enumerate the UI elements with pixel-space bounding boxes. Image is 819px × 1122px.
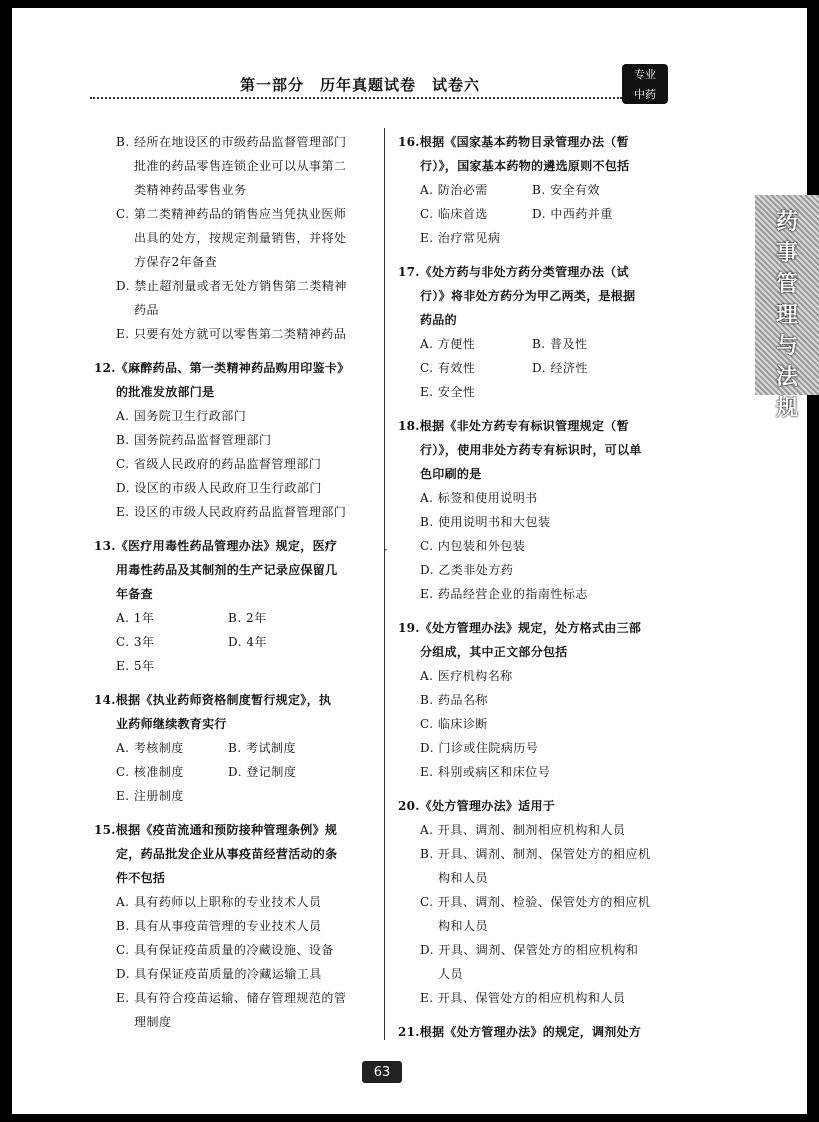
- option-text: 具有保证疫苗质量的冷藏设施、设备: [133, 943, 334, 957]
- option-c-line-3: 方保存2年备查: [134, 255, 218, 269]
- option-e: E. 药品经营企业的指南性标志: [420, 587, 588, 601]
- stem-line: 件不包括: [116, 871, 166, 885]
- column-divider: [384, 128, 385, 1040]
- question-stem: [398, 794, 678, 818]
- question-number: 17.: [398, 265, 420, 279]
- option-b: B. 国务院药品监督管理部门: [116, 433, 272, 447]
- question-13: [94, 534, 376, 678]
- option-b: [398, 842, 678, 866]
- question-number: 13.: [94, 539, 116, 553]
- option-c: [94, 202, 376, 226]
- option-text: 开具、调剂、制剂相应机构和人员: [437, 823, 626, 837]
- option-text: 开具、调剂、制剂、保管处方的相应机: [437, 847, 651, 861]
- stem-line: 根据《国家基本药物目录管理办法（暂: [419, 135, 629, 149]
- stem-line: 《麻醉药品、第一类精神药品购用印鉴卡》: [115, 361, 350, 375]
- stem-line: 《处方管理办法》适用于: [419, 799, 556, 813]
- option-a: A. 医疗机构名称: [420, 669, 513, 683]
- option-b: B. 安全有效: [532, 183, 600, 197]
- option-label: B.: [420, 847, 434, 861]
- option-e-line-2: 理制度: [134, 1015, 172, 1029]
- option-e: E. 科别或病区和床位号: [420, 765, 551, 779]
- option-d: [398, 938, 678, 962]
- option-a: A. 国务院卫生行政部门: [116, 409, 247, 423]
- option-text: 具有符合疫苗运输、储存管理规范的管: [133, 991, 347, 1005]
- option-b: B. 2年: [228, 611, 267, 625]
- option-text: 第二类精神药品的销售应当凭执业医师: [133, 207, 347, 221]
- option-c: [398, 890, 678, 914]
- option-a: A. 考核制度: [116, 741, 184, 755]
- stem-line: 《医疗用毒性药品管理办法》规定，医疗: [115, 539, 338, 553]
- option-d: D. 经济性: [532, 361, 588, 375]
- question-16: [398, 130, 678, 250]
- option-row: [398, 356, 678, 380]
- side-tab-char: 理: [775, 303, 798, 328]
- question-number: 14.: [94, 693, 116, 707]
- question-17: [398, 260, 678, 404]
- stem-line: 根据《非处方药专有标识管理规定（暂: [419, 419, 629, 433]
- question-21: [398, 1020, 678, 1044]
- option-row: [398, 202, 678, 226]
- option-label: A.: [420, 823, 434, 837]
- chapter-side-tab: [755, 195, 819, 421]
- option-label: B.: [116, 919, 130, 933]
- option-label: D.: [116, 967, 131, 981]
- option-label: C.: [420, 895, 434, 909]
- option-b: B. 普及性: [532, 337, 588, 351]
- stem-line: 的批准发放部门是: [116, 385, 215, 399]
- option-a: A. 方便性: [420, 337, 476, 351]
- option-b: B. 使用说明书和大包装: [420, 515, 551, 529]
- option-e: [398, 986, 678, 1010]
- question-18: [398, 414, 678, 606]
- option-text: 具有从事疫苗管理的专业技术人员: [133, 919, 322, 933]
- option-c: C. 临床首选: [420, 207, 488, 221]
- option-c: C. 3年: [116, 635, 155, 649]
- option-row: [398, 332, 678, 356]
- option-e: [94, 322, 376, 346]
- option-d: D. 中西药并重: [532, 207, 613, 221]
- side-tab-char: 管: [775, 272, 798, 297]
- question-stem: [94, 356, 376, 380]
- question-14: [94, 688, 376, 808]
- question-stem: [94, 688, 376, 712]
- option-text: 具有药师以上职称的专业技术人员: [133, 895, 322, 909]
- question-12: [94, 356, 376, 524]
- logo-line-1: 专业: [634, 67, 656, 81]
- stem-line: 年备查: [116, 587, 153, 601]
- option-c-line-2: 构和人员: [438, 919, 489, 933]
- option-b: B. 药品名称: [420, 693, 488, 707]
- stem-line: 药品的: [420, 313, 457, 327]
- question-15: [94, 818, 376, 1034]
- option-e: E. 治疗常见病: [420, 231, 501, 245]
- page-header-title: 第一部分 历年真题试卷 试卷六: [239, 76, 480, 94]
- option-b-line-2: 构和人员: [438, 871, 489, 885]
- option-b: [94, 914, 376, 938]
- option-row: [94, 736, 376, 760]
- option-label: E.: [420, 991, 434, 1005]
- stem-line: 《处方管理办法》规定，处方格式由三部: [419, 621, 642, 635]
- option-c: C. 核准制度: [116, 765, 184, 779]
- option-c: C. 有效性: [420, 361, 476, 375]
- question-number: 15.: [94, 823, 116, 837]
- question-stem: [398, 616, 678, 640]
- page-number: 63: [362, 1061, 402, 1083]
- option-text: 开具、调剂、保管处方的相应机构和: [438, 943, 639, 957]
- option-b-line-2: 批准的药品零售连锁企业可以从事第二: [134, 159, 347, 173]
- option-d: D. 乙类非处方药: [420, 563, 514, 577]
- question-stem: [398, 1020, 678, 1044]
- option-label: B.: [116, 135, 130, 149]
- option-label: D.: [116, 279, 131, 293]
- stem-line: 分组成，其中正文部分包括: [420, 645, 568, 659]
- question-11-continued: [94, 130, 376, 346]
- option-a: [398, 818, 678, 842]
- question-number: 18.: [398, 419, 420, 433]
- option-c: C. 省级人民政府的药品监督管理部门: [116, 457, 322, 471]
- option-label: E.: [116, 327, 130, 341]
- question-number: 21.: [398, 1025, 420, 1039]
- stem-line: 行）》，国家基本药物的遴选原则不包括: [420, 159, 630, 173]
- option-e: E. 5年: [116, 659, 155, 673]
- option-a: A. 1年: [116, 611, 155, 625]
- publisher-logo: [622, 64, 668, 104]
- option-a: A. 防治必需: [420, 183, 488, 197]
- stem-line: 用毒性药品及其制剂的生产记录应保留几: [116, 563, 338, 577]
- side-tab-char: 法: [775, 365, 798, 390]
- question-number: 20.: [398, 799, 420, 813]
- option-label: D.: [420, 943, 435, 957]
- option-b: [94, 130, 376, 154]
- stem-line: 根据《处方管理办法》的规定，调剂处方: [419, 1025, 642, 1039]
- side-tab-char: 药: [775, 210, 798, 235]
- question-number: 16.: [398, 135, 420, 149]
- option-e: E. 设区的市级人民政府药品监督管理部门: [116, 505, 347, 519]
- option-text: 开具、保管处方的相应机构和人员: [437, 991, 626, 1005]
- stem-line: 行）》将非处方药分为甲乙两类，是根据: [420, 289, 636, 303]
- stem-line: 色印刷的是: [420, 467, 482, 481]
- option-row: [94, 760, 376, 784]
- option-text: 具有保证疫苗质量的冷藏运输工具: [134, 967, 322, 981]
- side-tab-char: 与: [775, 334, 798, 359]
- option-text: 禁止超剂量或者无处方销售第二类精神: [134, 279, 347, 293]
- option-d: D. 设区的市级人民政府卫生行政部门: [116, 481, 322, 495]
- left-column: [94, 130, 376, 1044]
- option-d: D. 门诊或住院病历号: [420, 741, 539, 755]
- logo-line-2: 中药: [634, 87, 656, 101]
- option-row: [398, 178, 678, 202]
- option-d: D. 登记制度: [228, 765, 297, 779]
- question-number: 19.: [398, 621, 420, 635]
- option-a: [94, 890, 376, 914]
- option-b: B. 考试制度: [228, 741, 296, 755]
- stem-line: 业药师继续教育实行: [116, 717, 227, 731]
- stem-line: 《处方药与非处方药分类管理办法（试: [419, 265, 629, 279]
- question-stem: [94, 534, 376, 558]
- option-a: A. 标签和使用说明书: [420, 491, 538, 505]
- option-c: [94, 938, 376, 962]
- option-text: 经所在地设区的市级药品监督管理部门: [133, 135, 347, 149]
- option-row: [94, 630, 376, 654]
- question-stem: [398, 414, 678, 438]
- option-d: D. 4年: [228, 635, 267, 649]
- option-d: [94, 274, 376, 298]
- side-tab-char: 事: [775, 241, 798, 266]
- question-stem: [94, 818, 376, 842]
- stem-line: 根据《执业药师资格制度暂行规定》，执: [115, 693, 332, 707]
- question-stem: [398, 130, 678, 154]
- stray-mark: ·: [384, 543, 388, 557]
- option-text: 只要有处方就可以零售第二类精神药品: [133, 327, 347, 341]
- option-label: C.: [116, 207, 130, 221]
- option-e: E. 安全性: [420, 385, 476, 399]
- question-20: [398, 794, 678, 1010]
- option-label: E.: [116, 991, 130, 1005]
- stem-line: 根据《疫苗流通和预防接种管理条例》规: [115, 823, 338, 837]
- option-d: [94, 962, 376, 986]
- stem-line: 定，药品批发企业从事疫苗经营活动的条: [116, 847, 338, 861]
- header-dotted-rule: [90, 97, 622, 99]
- question-19: [398, 616, 678, 784]
- option-c: C. 临床诊断: [420, 717, 488, 731]
- option-row: [94, 606, 376, 630]
- stem-line: 行）》，使用非处方药专有标识时，可以单: [420, 443, 642, 457]
- right-column: [398, 130, 678, 1054]
- question-number: 12.: [94, 361, 116, 375]
- option-e: E. 注册制度: [116, 789, 184, 803]
- option-c-line-2: 出具的处方，按规定剂量销售，并将处: [134, 231, 347, 245]
- option-e: [94, 986, 376, 1010]
- option-label: C.: [116, 943, 130, 957]
- question-stem: [398, 260, 678, 284]
- option-d-line-2: 药品: [134, 303, 160, 317]
- option-d-line-2: 人员: [438, 967, 464, 981]
- side-tab-char: 规: [775, 396, 798, 421]
- option-label: A.: [116, 895, 130, 909]
- option-c: C. 内包装和外包装: [420, 539, 526, 553]
- option-b-line-3: 类精神药品零售业务: [134, 183, 247, 197]
- option-text: 开具、调剂、检验、保管处方的相应机: [437, 895, 651, 909]
